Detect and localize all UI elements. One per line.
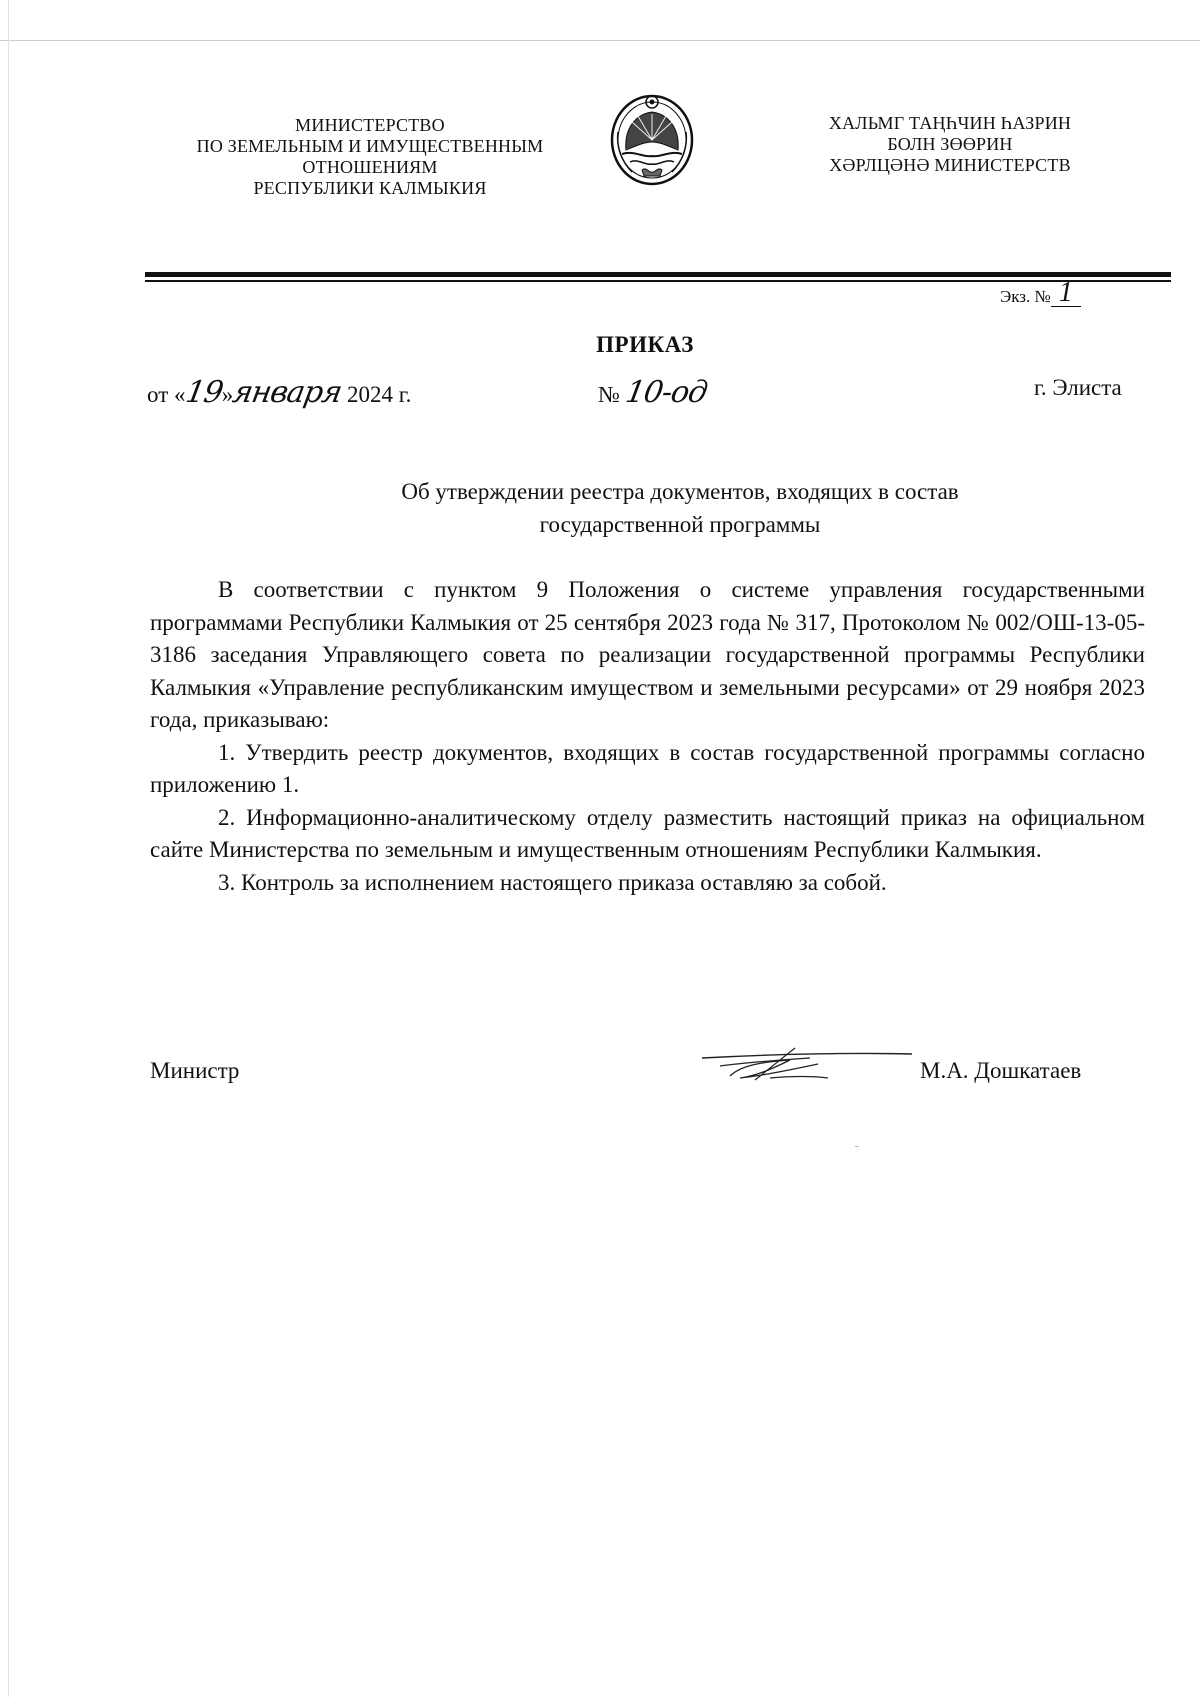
header-right-line: БОЛН ЗӨӨРИН: [887, 134, 1013, 154]
subject-line: государственной программы: [539, 512, 821, 537]
header-left-line: РЕСПУБЛИКИ КАЛМЫКИЯ: [253, 178, 487, 198]
order-number: [598, 375, 710, 410]
body-preamble: В соответствии с пунктом 9 Положения о системе управления государственными программами Республики Калмыкия от 25 сентября 2023 года № 317, Протоколом № 002/ОШ-13-05-3186 заседания Управляющего совета по реализации государственной программы Республики Калмыкия «Управление республиканским имуществом и земельными ресурсами» от 29 ноября 2023 года, приказываю:: [150, 577, 1145, 732]
date-year: 2024 г.: [346, 382, 412, 407]
scan-edge-line: [0, 40, 1200, 41]
republic-emblem-icon: [608, 92, 696, 188]
order-city: г. Элиста: [1034, 375, 1122, 400]
header-left-line: МИНИСТЕРСТВО: [295, 115, 445, 135]
header-left-line: ОТНОШЕНИЯМ: [302, 157, 438, 177]
ministry-name-kalmyk: [800, 113, 1100, 176]
scan-speck: [855, 1146, 859, 1147]
ministry-name-russian: [160, 115, 580, 199]
body-item: 3. Контроль за исполнением настоящего приказа оставляю за собой.: [218, 869, 887, 895]
signatory-name: М.А. Дошкатаев: [920, 1058, 1082, 1083]
signature-icon: [700, 1040, 915, 1090]
date-day-handwritten: 19: [182, 375, 225, 410]
copy-number-label: Экз. №: [1000, 287, 1051, 306]
order-body: [150, 574, 1145, 899]
date-month-handwritten: января: [230, 375, 345, 410]
order-number-label: №: [598, 382, 620, 407]
date-mid: »: [221, 382, 234, 407]
body-item: 1. Утвердить реестр документов, входящих в состав государственной программы согласно приложению 1.: [150, 739, 1145, 797]
header-right-line: ХАЛЬМГ ТАҢҺЧИН ҺАЗРИН: [828, 113, 1072, 133]
order-date: [147, 375, 411, 410]
order-subject: [150, 475, 1200, 541]
header-right-line: ХӘРЛЦӘНӘ МИНИСТЕРСТВ: [829, 155, 1071, 175]
header-left-line: ПО ЗЕМЕЛЬНЫМ И ИМУЩЕСТВЕННЫМ: [196, 136, 544, 156]
date-prefix: от «: [147, 382, 186, 407]
order-number-handwritten: 10-од: [622, 375, 710, 410]
subject-line: Об утверждении реестра документов, входящих в состав: [401, 479, 959, 504]
header-divider-thick: [145, 272, 1171, 277]
body-item: 2. Информационно-аналитическому отделу разместить настоящий приказ на официальном сайте Министерства по земельным и имущественным отношениям Республики Калмыкия.: [150, 804, 1145, 862]
signatory-position: Министр: [150, 1058, 240, 1083]
scan-edge-line-left: [8, 0, 9, 1697]
document-title: ПРИКАЗ: [596, 332, 694, 357]
copy-number-value: 1: [1051, 280, 1081, 307]
copy-number-mark: [1000, 277, 1150, 308]
